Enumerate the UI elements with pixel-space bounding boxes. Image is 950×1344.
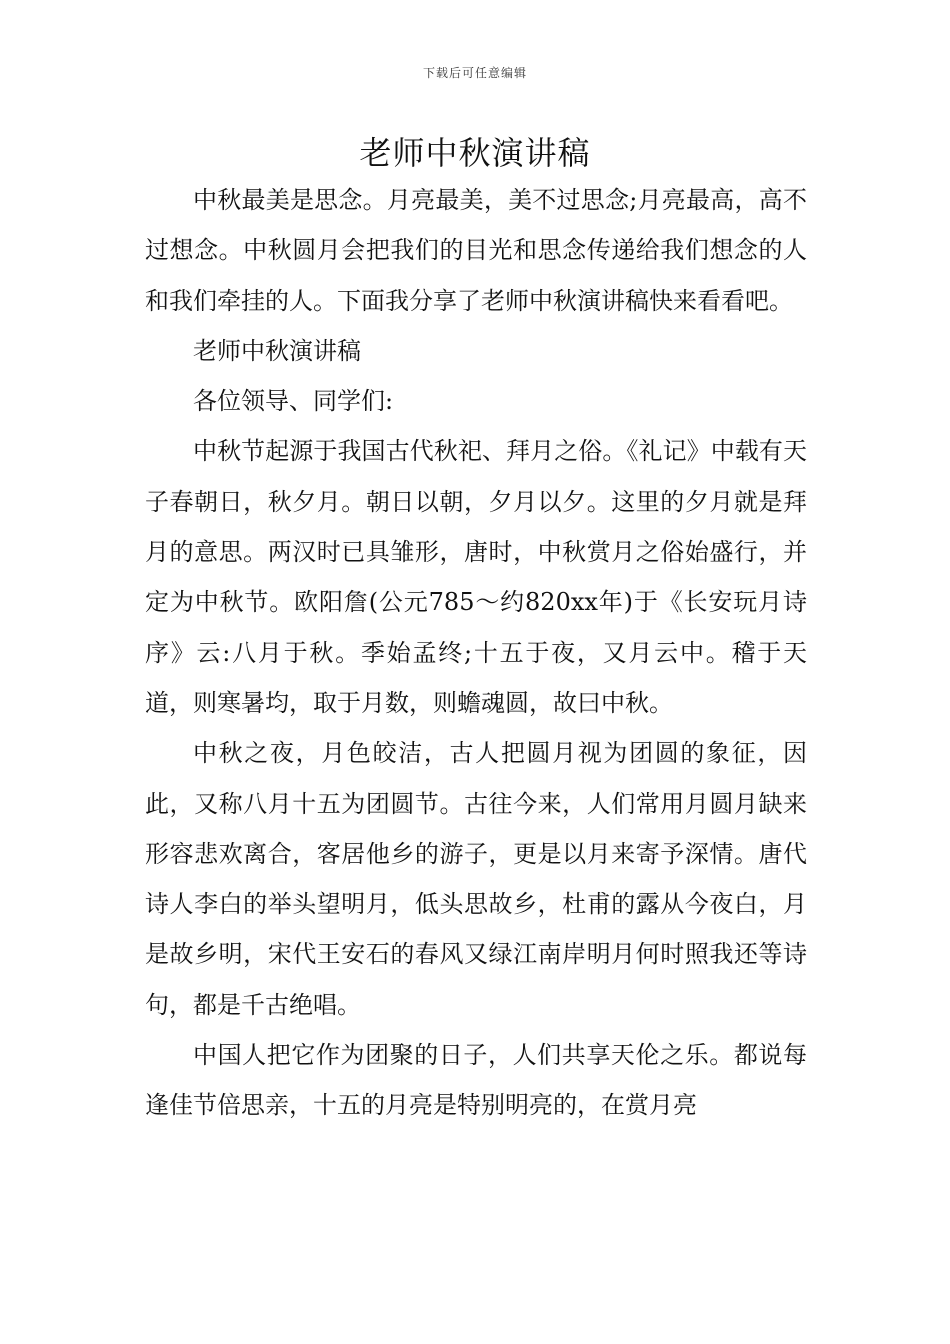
document-title: 老师中秋演讲稿	[359, 134, 591, 172]
header-note: 下载后可任意编辑	[422, 66, 527, 80]
paragraph-family: 中国人把它作为团聚的日子，人们共享天伦之乐。都说每逢佳节倍思亲，十五的月亮是特别明亮的，在赏月亮	[145, 1041, 807, 1120]
paragraph-origin: 中秋节起源于我国古代秋祀、拜月之俗。《礼记》中载有天子春朝日，秋夕月。朝日以朝，夕月以夕。这里的夕月就是拜月的意思。两汉时已具雏形，唐时，中秋赏月之俗始盛行，并定为中秋节。欧阳詹(公元785～约820xx年)于《长安玩月诗序》云:八月于秋。季始孟终;十五于夜，又月云中。稽于天道，则寒暑均，取于月数，则蟾魂圆，故曰中秋。	[145, 437, 807, 717]
paragraph-intro: 中秋最美是思念。月亮最美，美不过思念;月亮最高，高不过想念。中秋圆月会把我们的目光和思念传递给我们想念的人和我们牵挂的人。下面我分享了老师中秋演讲稿快来看看吧。	[145, 186, 807, 315]
paragraph-subtitle: 老师中秋演讲稿	[193, 336, 361, 365]
paragraph-reunion: 中秋之夜，月色皎洁，古人把圆月视为团圆的象征，因此，又称八月十五为团圆节。古往今来，人们常用月圆月缺来形容悲欢离合，客居他乡的游子，更是以月来寄予深情。唐代诗人李白的举头望明月，低头思故乡，杜甫的露从今夜白，月是故乡明，宋代王安石的春风又绿江南岸明月何时照我还等诗句，都是千古绝唱。	[145, 739, 807, 1019]
paragraph-salutation: 各位领导、同学们:	[193, 387, 394, 416]
document-body	[145, 175, 807, 1131]
